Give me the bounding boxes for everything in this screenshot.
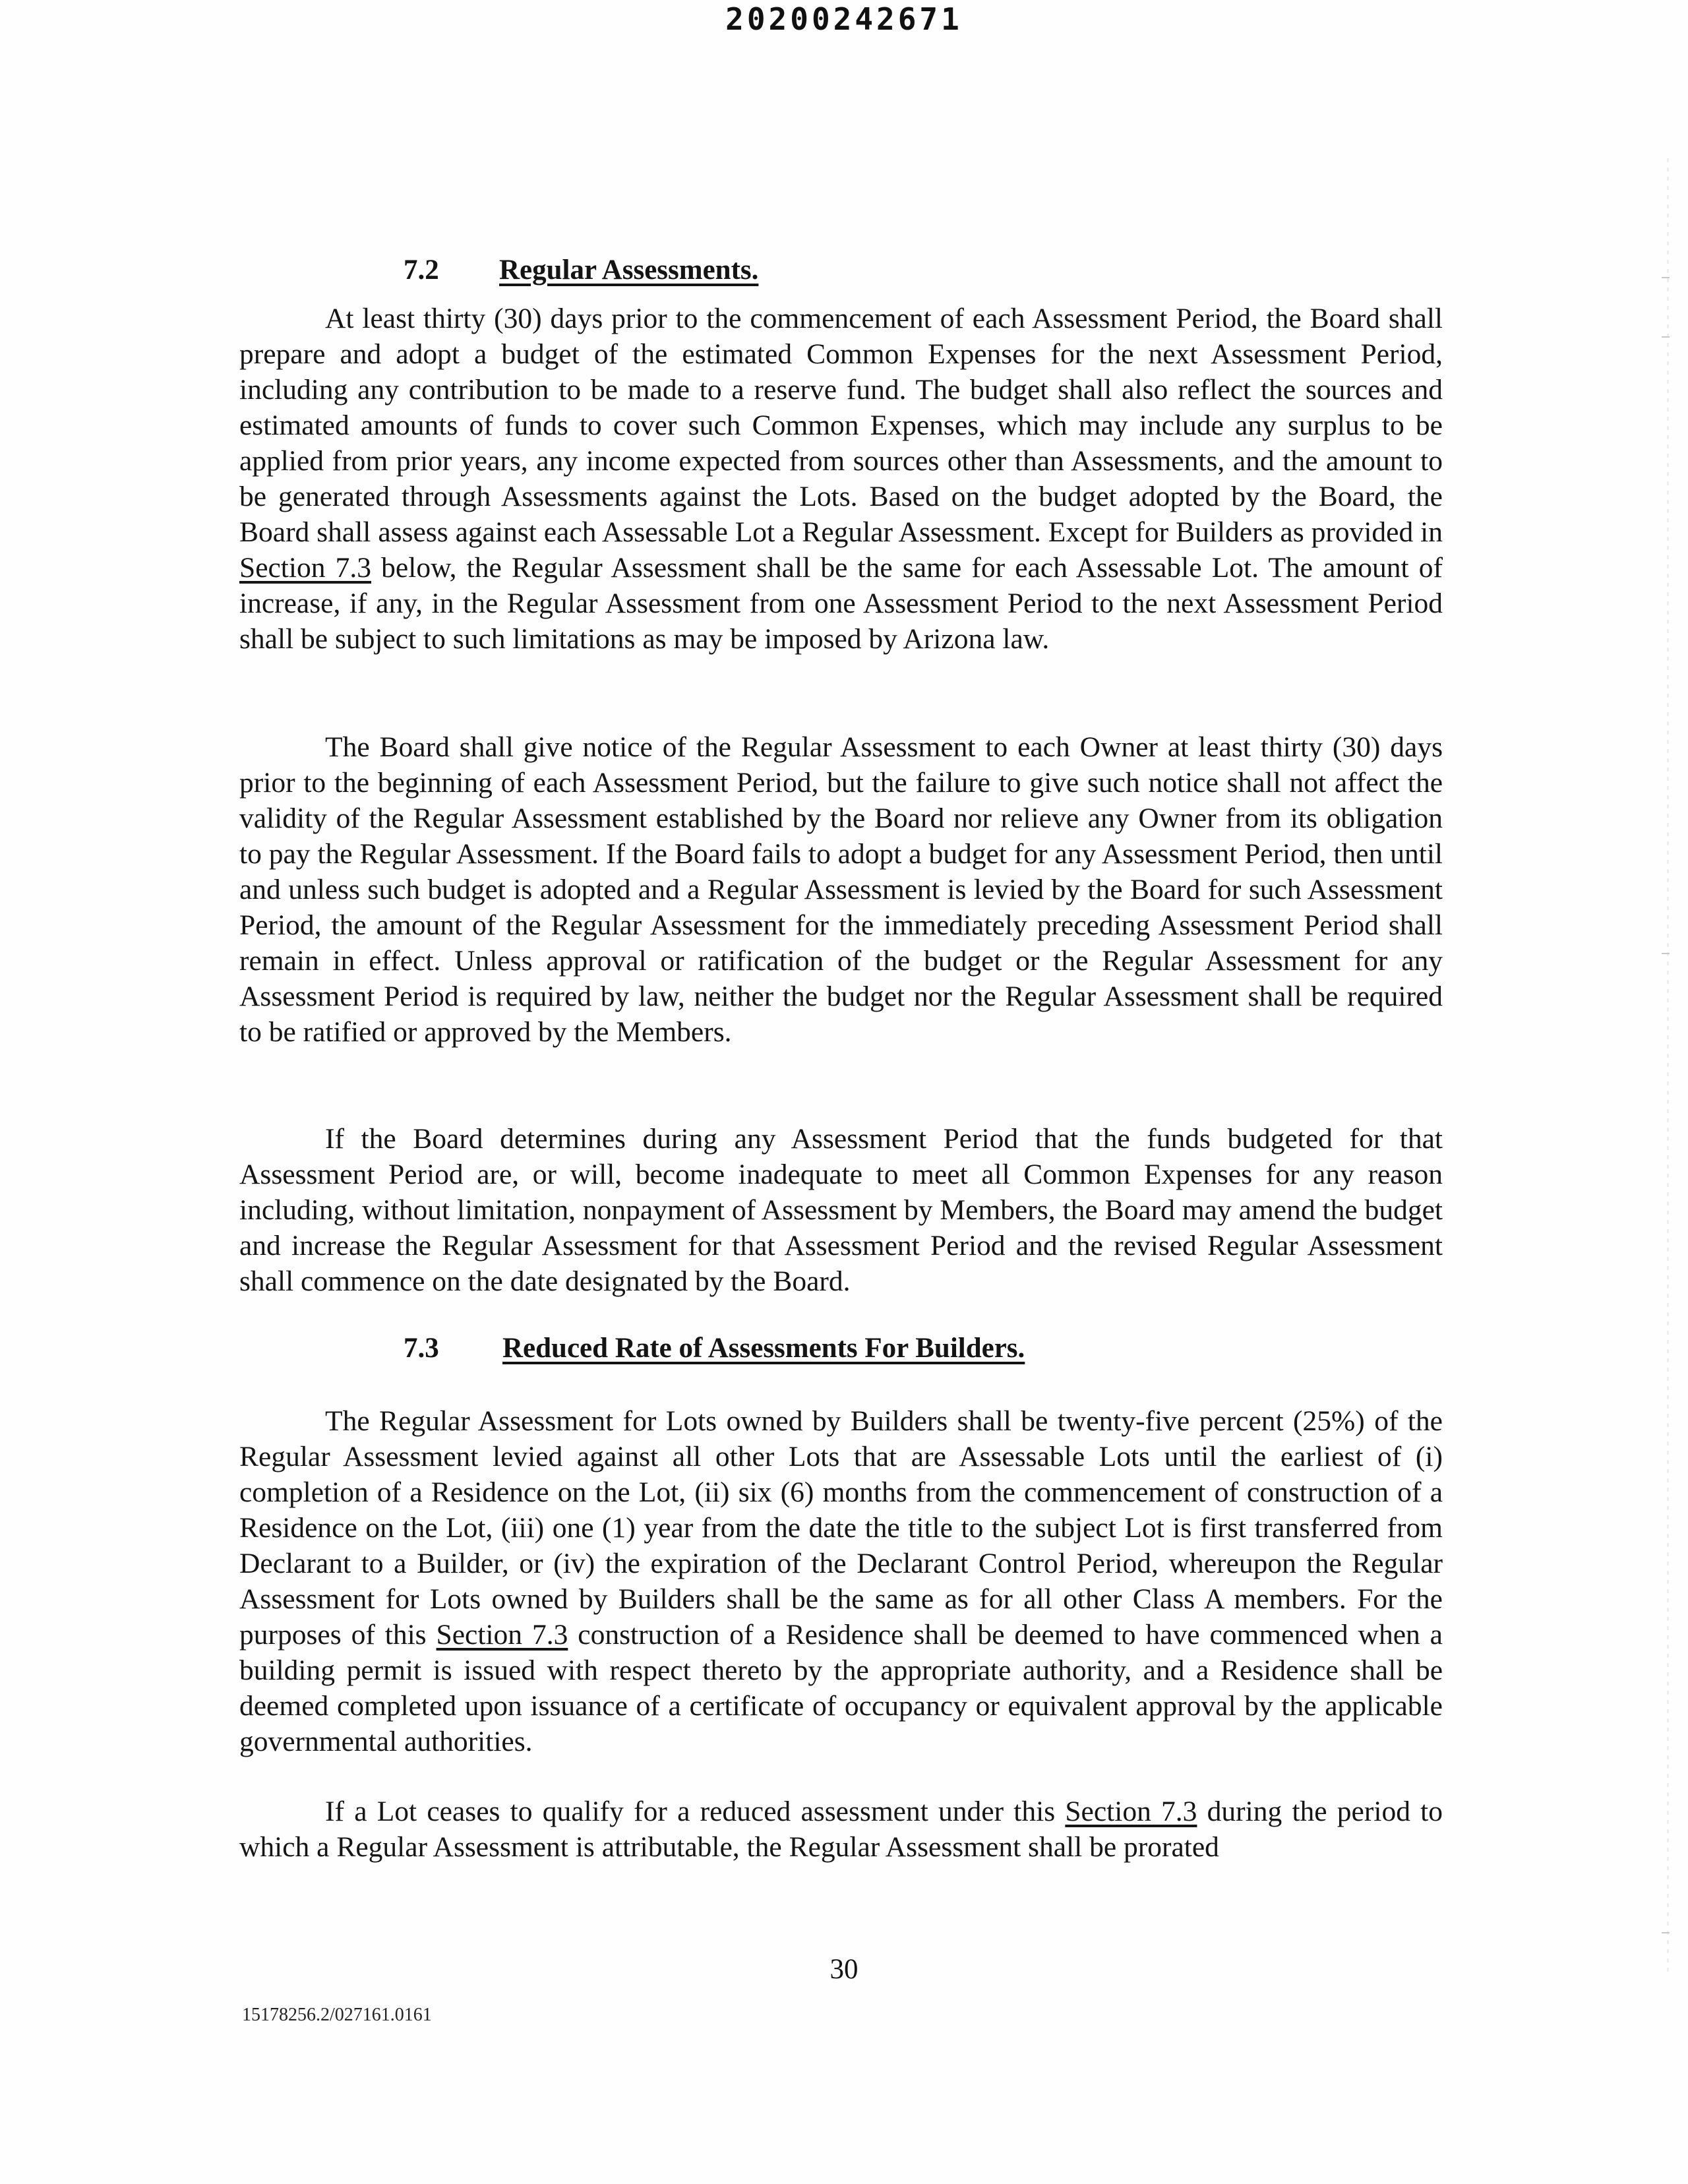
section-7-2-paragraph-1: At least thirty (30) days prior to the commencement of each Assessment Period, the Board shall prepare and adopt a budget of the estimated Common Expenses for the next Assessment Period, including any contribution to be made to a reserve fund. The budget shall also reflect the sources and estimated amounts of funds to cover such Common Expenses, which may include any surplus to be applied from prior years, any income expected from sources other than Assessments, and the amount to be generated through Assessments against the Lots. Based on the budget adopted by the Board, the Board shall assess against each Assessable Lot a Regular Assessment. Except for Builders as provided in Section 7.3 below, the Regular Assessment shall be the same for each Assessable Lot. The amount of increase, if any, in the Regular Assessment from one Assessment Period to the next Assessment Period shall be subject to such limitations as may be imposed by Arizona law. — [239, 303, 1443, 655]
page-number: 30 — [829, 1954, 859, 1985]
section-number: 7.2 — [404, 255, 439, 286]
scan-edge-artifact — [1667, 158, 1669, 1972]
scan-tick-mark — [1662, 953, 1670, 954]
scan-tick-mark — [1662, 277, 1670, 278]
section-7-2-paragraph-2: The Board shall give notice of the Regular Assessment to each Owner at least thirty (30) days prior to the beginning of each Assessment Period, but the failure to give such notice shall not affect the validity of the Regular Assessment established by the Board nor relieve any Owner from its obligation to pay the Regular Assessment. If the Board fails to adopt a budget for any Assessment Period, then until and unless such budget is adopted and a Regular Assessment is levied by the Board for such Assessment Period, the amount of the Regular Assessment for the immediately preceding Assessment Period shall remain in effect. Unless approval or ratification of the budget or the Regular Assessment for any Assessment Period is required by law, neither the budget nor the Regular Assessment shall be required to be ratified or approved by the Members. — [239, 731, 1443, 1048]
section-reference-link: Section 7.3 — [436, 1619, 568, 1651]
section-title: Reduced Rate of Assessments For Builders. — [502, 1333, 1025, 1364]
section-7-3-heading — [404, 1332, 1129, 1372]
section-7-3-paragraph-1: The Regular Assessment for Lots owned by Builders shall be twenty-five percent (25%) of the Regular Assessment levied against all other Lots that are Assessable Lots until the earliest of (i) completion of a Residence on the Lot, (ii) six (6) months from the commencement of construction of a Residence on the Lot, (iii) one (1) year from the date the title to the subject Lot is first transferred from Declarant to a Builder, or (iv) the expiration of the Declarant Control Period, whereupon the Regular Assessment for Lots owned by Builders shall be the same as for all other Class A members. For the purposes of this Section 7.3 construction of a Residence shall be deemed to have commenced when a building permit is issued with respect thereto by the appropriate authority, and a Residence shall be deemed completed upon issuance of a certificate of occupancy or equivalent approval by the applicable governmental authorities. — [239, 1405, 1443, 1757]
section-title: Regular Assessments. — [499, 255, 759, 286]
section-7-2-paragraph-3: If the Board determines during any Assessment Period that the funds budgeted for that Assessment Period are, or will, become inadequate to meet all Common Expenses for any reason including, without limitation, nonpayment of Assessment by Members, the Board may amend the budget and increase the Regular Assessment for that Assessment Period and the revised Regular Assessment shall commence on the date designated by the Board. — [239, 1123, 1443, 1297]
section-reference-link: Section 7.3 — [1065, 1796, 1197, 1827]
scan-tick-mark — [1662, 1932, 1670, 1933]
section-7-3-paragraph-2: If a Lot ceases to qualify for a reduced assessment under this Section 7.3 during the period to which a Regular Assessment is attributable, the Regular Assessment shall be prorated — [239, 1796, 1443, 1863]
scan-tick-mark — [1662, 336, 1670, 338]
section-7-2-heading — [404, 254, 865, 293]
section-number: 7.3 — [404, 1333, 439, 1364]
recording-number: 20200242671 — [725, 1, 963, 37]
section-reference-link: Section 7.3 — [239, 552, 372, 584]
document-id: 15178256.2/027161.0161 — [242, 2005, 432, 2025]
